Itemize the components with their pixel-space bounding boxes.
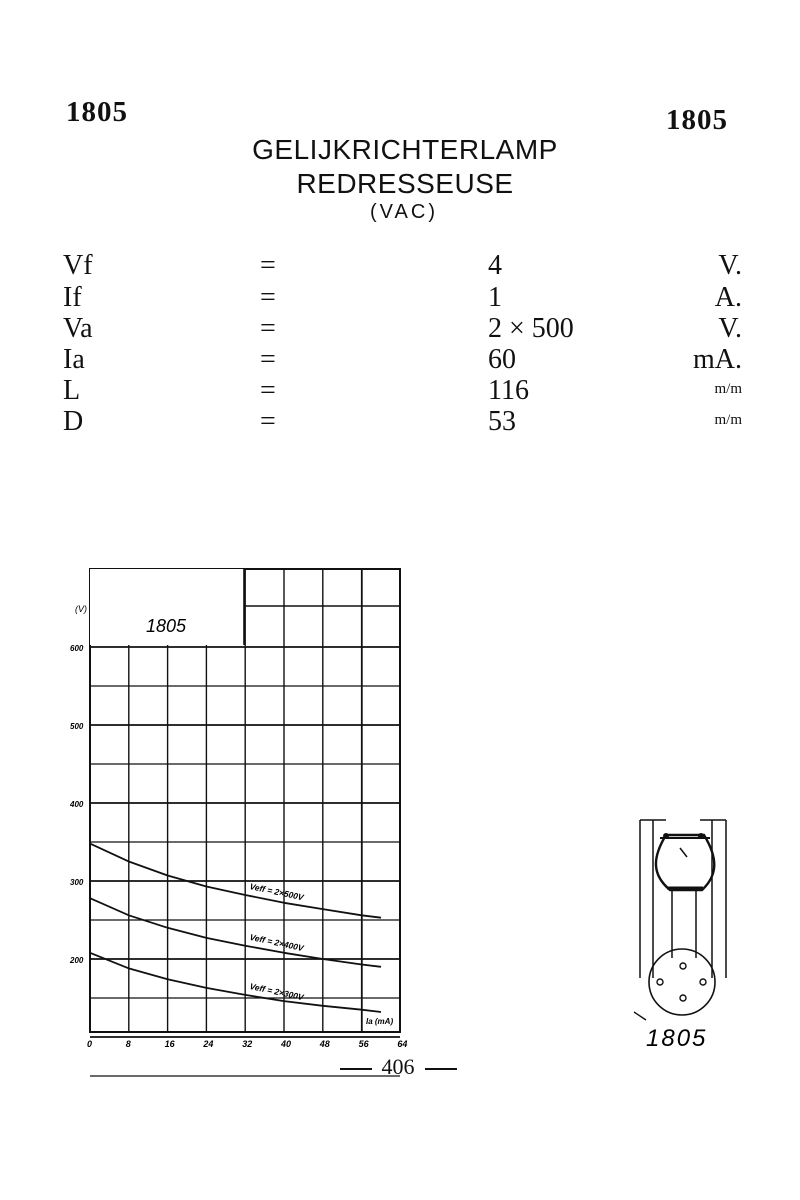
x-tick-label: 32 <box>242 1039 253 1049</box>
dash-left <box>340 1068 372 1070</box>
x-tick-label: 24 <box>203 1039 214 1049</box>
page-number-text: 406 <box>381 1054 415 1079</box>
title-french: REDRESSEUSE <box>296 168 514 199</box>
spec-symbol: Ia <box>63 344 85 375</box>
spec-value: 53 <box>488 406 516 437</box>
spec-equals: = <box>260 250 276 281</box>
spec-equals: = <box>260 282 276 313</box>
series-label-3: Veff = 2×300V <box>248 981 305 1003</box>
spec-unit: m/m <box>714 412 742 428</box>
spec-unit: V. <box>718 250 742 281</box>
spec-value: 4 <box>488 250 502 281</box>
spec-symbol: Vf <box>63 250 93 281</box>
y-tick-label: 600 <box>70 644 84 653</box>
spec-symbol: Va <box>63 313 93 344</box>
page-number <box>0 1054 798 1080</box>
spec-unit: V. <box>718 313 742 344</box>
spec-symbol: If <box>63 282 82 313</box>
spec-equals: = <box>260 313 276 344</box>
chart-title: 1805 <box>146 616 187 636</box>
spec-value: 60 <box>488 344 516 375</box>
chart-curves <box>90 844 381 1012</box>
spec-symbol: L <box>63 375 81 406</box>
x-tick-label: 8 <box>125 1039 131 1049</box>
spec-equals: = <box>260 375 276 406</box>
y-tick-label: 400 <box>70 800 84 809</box>
y-tick-label: 300 <box>70 878 84 887</box>
tube-number-left: 1805 <box>66 96 128 128</box>
title-dutch: GELIJKRICHTERLAMP <box>252 134 558 165</box>
x-tick-label: 48 <box>319 1039 330 1049</box>
y-tick-label: 200 <box>70 956 84 965</box>
spec-value: 116 <box>488 375 529 406</box>
series-line-2 <box>90 898 381 967</box>
spec-equals: = <box>260 344 276 375</box>
x-tick-label: 16 <box>164 1039 175 1049</box>
spec-symbol: D <box>63 406 84 437</box>
chart-grid <box>90 569 400 1076</box>
spec-unit: m/m <box>714 381 742 397</box>
x-tick-label: 0 <box>87 1039 93 1049</box>
x-axis-label: Ia (mA) <box>366 1017 394 1026</box>
spec-value: 2 × 500 <box>488 313 574 344</box>
chart-labels <box>69 644 407 1049</box>
spec-equals: = <box>260 406 276 437</box>
spec-value: 1 <box>488 282 502 313</box>
tube-code: (VAC) <box>370 201 438 223</box>
y-tick-label: 500 <box>70 722 84 731</box>
tube-base-diagram <box>634 820 726 1052</box>
dash-right <box>425 1068 457 1070</box>
spec-unit: A. <box>714 282 742 313</box>
spec-unit: mA. <box>693 344 742 375</box>
chart-title-box <box>75 569 244 645</box>
x-tick-label: 56 <box>358 1039 369 1049</box>
tube-number-right: 1805 <box>666 104 728 136</box>
x-tick-label: 40 <box>281 1039 292 1049</box>
x-tick-label: 64 <box>397 1039 408 1049</box>
series-label-1: Veff = 2×500V <box>248 881 305 903</box>
y-axis-unit: (V) <box>75 604 87 614</box>
series-label-2: Veff = 2×400V <box>248 931 305 954</box>
base-diagram-label: 1805 <box>646 1025 708 1052</box>
